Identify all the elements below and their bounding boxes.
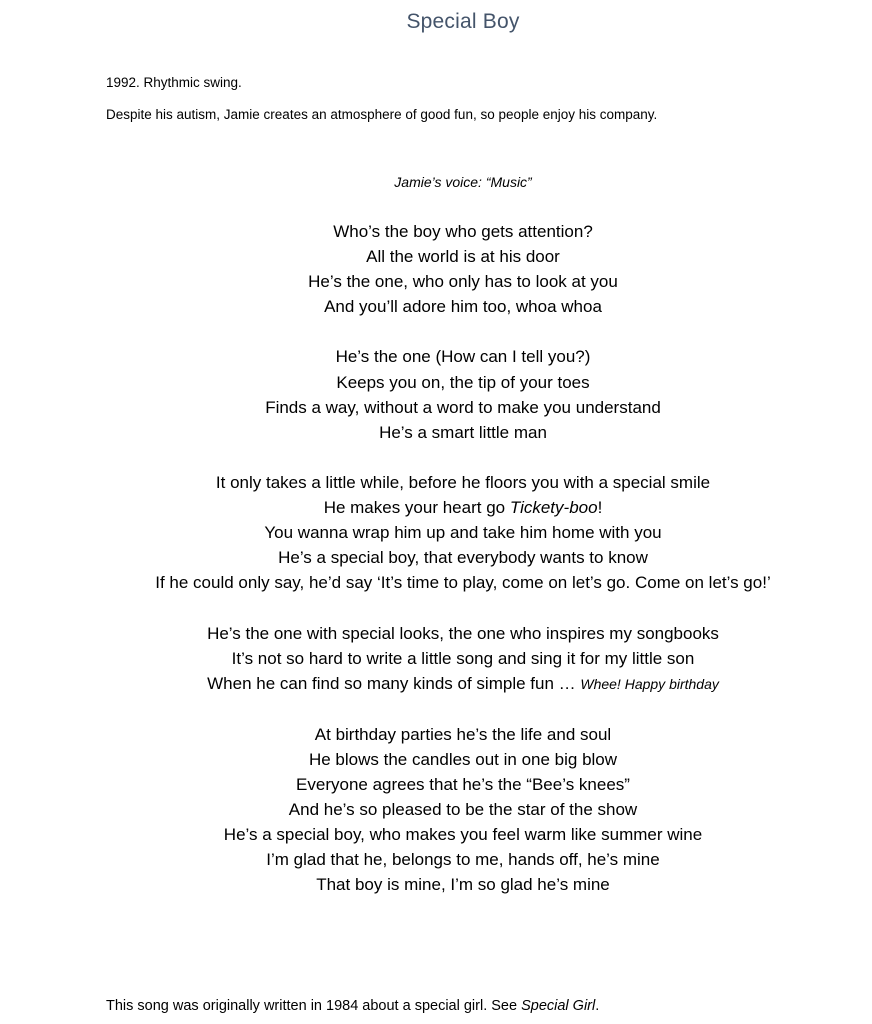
lyric-line: You wanna wrap him up and take him home with you xyxy=(264,523,662,543)
lyric-fragment: ! xyxy=(597,498,603,518)
lyric-line: He’s the one, who only has to look at you xyxy=(308,272,618,292)
lyric-line: He’s a smart little man xyxy=(379,422,547,442)
lyric-line: I’m glad that he, belongs to me, hands off, he’s mine xyxy=(266,850,660,870)
lyric-line: At birthday parties he’s the life and soul xyxy=(314,724,612,744)
lyric-line: It only takes a little while, before he floors you with a special smile xyxy=(215,472,711,492)
lyric-line: If he could only say, he’d say ‘It’s time to play, come on let’s go. Come on let’s go!’ xyxy=(155,573,771,593)
stanza-1 xyxy=(0,219,872,319)
lyric-aside: Whee! Happy birthday xyxy=(580,675,719,692)
lyric-line: Who’s the boy who gets attention? xyxy=(333,222,593,241)
lyric-line: He’s the one with special looks, the one who inspires my songbooks xyxy=(207,623,719,643)
voice-note: Jamie’s voice: “Music” xyxy=(394,174,532,190)
lyric-line: Finds a way, without a word to make you understand xyxy=(265,397,661,417)
footer-text: This song was originally written in 1984 about a special girl. See xyxy=(106,998,522,1014)
footer-text: . xyxy=(595,998,600,1014)
lyric-line-with-aside xyxy=(0,671,872,697)
footer-song-reference: Special Girl xyxy=(521,998,596,1014)
stanza-3 xyxy=(0,470,872,595)
lyric-fragment: When he can find so many kinds of simple fun … xyxy=(207,673,581,693)
lyric-line: And you’ll adore him too, whoa whoa xyxy=(324,297,602,317)
lyric-emphasis: Tickety-boo xyxy=(509,498,598,518)
lyric-line: All the world is at his door xyxy=(366,247,560,267)
lyric-line: He blows the candles out in one big blow xyxy=(308,749,618,769)
lyric-line: Everyone agrees that he’s the “Bee’s knees” xyxy=(296,775,630,795)
song-title: Special Boy xyxy=(406,10,520,33)
lyric-line: That boy is mine, I’m so glad he’s mine xyxy=(316,875,610,895)
stanza-4 xyxy=(0,621,872,697)
lyric-line: He’s a special boy, that everybody wants to know xyxy=(278,548,648,568)
lyric-line-with-emphasis xyxy=(0,495,872,520)
year-style-note: 1992. Rhythmic swing. xyxy=(106,75,242,90)
lyric-fragment: He makes your heart go xyxy=(323,498,510,518)
lyric-line: And he’s so pleased to be the star of the show xyxy=(288,800,638,820)
lyric-line: He’s the one (How can I tell you?) xyxy=(335,347,591,367)
lyric-line: It’s not so hard to write a little song and sing it for my little son xyxy=(231,648,695,668)
lyric-line: Keeps you on, the tip of your toes xyxy=(336,372,590,392)
stanza-5 xyxy=(0,722,872,898)
stanza-2 xyxy=(0,344,872,444)
footer-note xyxy=(106,998,599,1014)
lyric-line: He’s a special boy, who makes you feel warm like summer wine xyxy=(223,825,703,845)
lyrics-block xyxy=(0,219,872,923)
song-description: Despite his autism, Jamie creates an atmosphere of good fun, so people enjoy his company. xyxy=(106,107,658,122)
